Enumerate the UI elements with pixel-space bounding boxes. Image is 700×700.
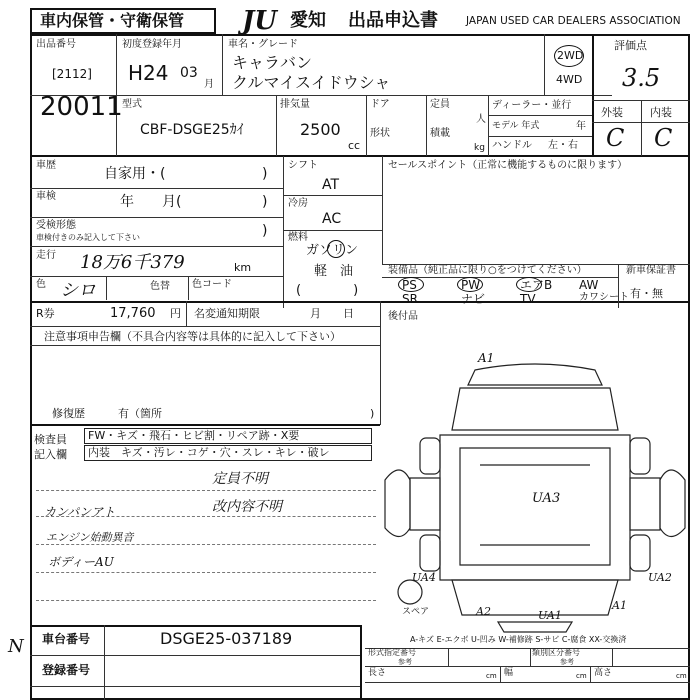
fuel-bracket: ( ) [296,283,359,298]
chassis-label: 車台番号 [42,632,91,646]
recycle-unit: 円 [170,307,181,320]
mark-rear-ua1: UA1 [538,609,562,622]
equipment-item: ナビ [461,292,486,306]
width-label: 幅 [504,668,514,678]
handle-value: 左・右 [548,140,578,151]
color-label: 色 [36,279,46,290]
tax-label: 名変通知期限 [194,307,260,320]
mark-front-a1: A1 [478,351,495,365]
mark-rear-a2: A2 [476,605,491,618]
sales-point-label: セールスポイント（正常に機能するものに限ります） [388,160,628,171]
registration-month-unit: 月 [204,79,214,90]
retrofit-label: 後付品 [388,311,418,322]
equipment-item: PW [461,278,481,292]
lot-label: 出品番号 [36,39,76,50]
drive-2wd: 2WD [557,49,584,62]
equipment-item: SR [402,292,418,306]
inspection-value: 年 月( [120,194,182,210]
length-unit: cm [486,672,497,680]
equipment-circle [516,277,542,292]
usage-close: ) [262,166,268,182]
note-capacity: 定員不明 [212,471,268,487]
ref-2: 参考 [560,658,574,666]
model-label: 車名・グレード [228,39,298,50]
equipment-item: AW [579,278,599,292]
type-label: 型式 [122,99,142,110]
capacity-label: 定員 [430,99,450,110]
dealer-label: ディーラー・並行 [492,100,572,111]
color-code-label: 色コード [192,279,232,290]
spare-label: スペア [402,607,430,617]
score-label: 評価点 [614,39,647,52]
damage-legend: A-キズ E-エクボ U-凹み W-補修跡 S-サビ C-腐食 XX-交換済 [410,635,627,644]
equipment-item: TV [520,292,536,306]
mileage-unit: km [234,261,252,274]
model-name: キャラバン [232,53,313,72]
height-unit: cm [676,672,687,680]
org-name: 愛知 [290,10,326,31]
shift-value: AT [322,177,340,193]
ju-logo: JU [242,6,277,36]
load-label: 積載 [430,128,450,139]
displacement-value: 2500 [300,120,341,139]
receipt-note: 車検付きのみ記入して下さい [36,233,140,242]
mark-left-ua4: UA4 [412,571,436,584]
class-number-label: 類別区分番号 [532,648,580,657]
exterior-grade: C [606,124,625,152]
inspector-row1: FW・キズ・飛石・ヒビ割・リペア跡・X要 [88,429,300,442]
fuel-value: ガソリン [306,243,359,258]
capacity-unit: 人 [476,114,486,125]
repair-value: 有（箇所 [118,407,162,420]
inspection-label: 車検 [36,191,56,202]
form-number-label: 形式指定番号 [368,648,416,657]
height-label: 高さ [594,668,613,678]
score-value: 3.5 [622,64,661,92]
recolor-label: 色替 [150,281,170,292]
shape-label: 形状 [370,128,390,139]
storage-text: 車内保管・守衛保管 [40,11,185,30]
interior-grade: C [654,124,673,152]
note-panel: カンパンアト [44,505,116,519]
mark-roof-ua3: UA3 [532,491,561,506]
tax-unit: 月 日 [310,307,354,320]
interior-label: 内装 [650,106,672,119]
fuel-alt: 軽 油 [314,264,354,279]
receipt-close: ) [262,223,268,239]
model-year-label: モデル 年式 [492,121,540,131]
association-name: JAPAN USED CAR DEALERS ASSOCIATION [466,15,681,27]
length-label: 長さ [368,668,387,678]
note-engine: エンジン始動異音 [46,531,134,544]
model-grade: クルマイスイドウシャ [232,73,391,92]
load-unit: kg [474,143,485,153]
equipment-item: カワシート [579,292,629,303]
mileage-value: 18万6千379 [80,252,185,273]
recycle-label: R券 [36,307,55,320]
notes-label: 注意事項申告欄（不具合内容等は具体的に記入して下さい） [44,330,341,343]
equipment-label: 装備品（純正品に限り○をつけてください） [388,265,587,276]
recycle-value: 17,760 [110,306,156,321]
model-year-unit: 年 [576,121,586,132]
warranty-label: 新車保証書 [626,265,676,276]
drive-4wd: 4WD [556,73,583,86]
warranty-value: 有・無 [630,287,663,300]
type-value: CBF-DSGE25ｶｲ [140,122,244,138]
note-body: ボディーAU [48,555,114,569]
repair-close: ) [370,407,375,420]
lot-code: [2112] [52,67,92,81]
inspection-close: ) [262,194,268,210]
chassis-number: DSGE25-037189 [160,629,293,648]
mark-right-ua2: UA2 [648,571,672,584]
registration-number-label: 登録番号 [42,663,91,677]
repair-label: 修復歴 [52,407,85,420]
fuel-label: 燃料 [288,232,308,243]
registration-year: H24 [128,61,169,85]
shift-label: シフト [288,160,318,171]
ac-value: AC [322,211,342,227]
usage-value: 自家用・( [104,166,166,182]
equipment-item: PS [402,278,417,292]
lot-number: 20011 [40,92,123,122]
inspector-label: 検査員 記入欄 [34,433,67,461]
equipment-item: エアB [520,278,553,292]
usage-label: 車歴 [36,160,56,171]
color-value: シロ [60,280,96,301]
equipment-circle [457,277,483,292]
vehicle-damage-diagram [380,340,690,640]
ref-1: 参考 [398,658,412,666]
width-unit: cm [576,672,587,680]
inspector-row2: 内装 キズ・汚レ・コゲ・穴・スレ・キレ・破レ [88,446,330,459]
equipment-circle [398,277,424,292]
mileage-label: 走行 [36,250,56,261]
displacement-unit: cc [348,139,361,152]
ac-label: 冷房 [288,198,308,209]
registration-month: 03 [180,65,198,81]
mark-rear-a1: A1 [612,599,627,612]
door-label: ドア [370,99,390,110]
displacement-label: 排気量 [280,99,310,110]
note-modification: 改内容不明 [212,499,282,515]
form-title: 出品申込書 [348,10,438,31]
exterior-label: 外装 [601,106,623,119]
margin-mark: N [8,636,24,657]
registration-label: 初度登録年月 [122,39,182,50]
handle-label: ハンドル [492,140,532,151]
receipt-label: 受検形態 [36,220,76,231]
